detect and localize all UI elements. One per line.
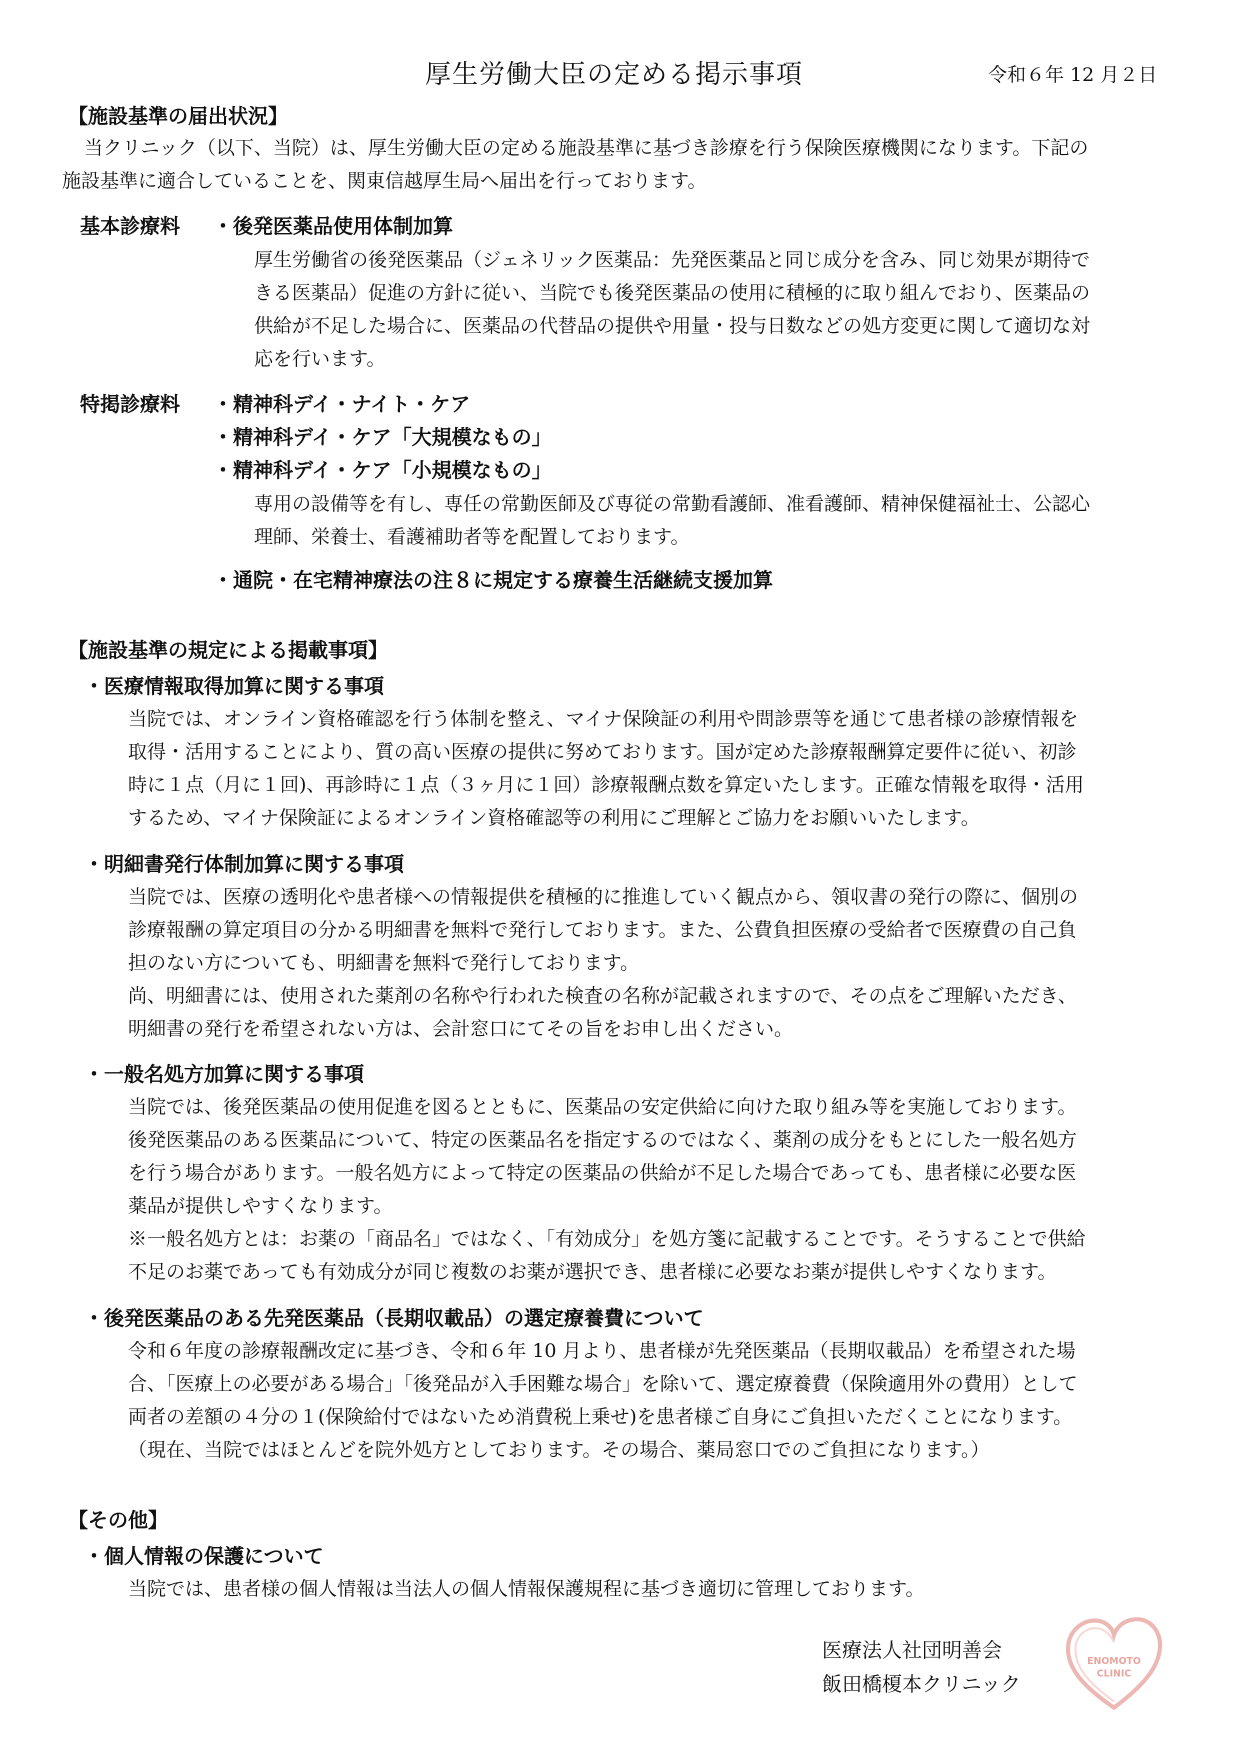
basic-desc-line: 応を行います。 [254,348,386,370]
special-fee-item: ・精神科デイ・ナイト・ケア [213,392,471,416]
signature-clinic: 飯田橋榎本クリニック [822,1672,1021,1696]
subsection-line: 当院では、患者様の個人情報は当法人の個人情報保護規程に基づき適切に管理しております。 [128,1578,925,1600]
basic-fee-item: ・後発医薬品使用体制加算 [213,214,453,238]
logo-text-line1: ENOMOTO [1087,1656,1141,1667]
basic-desc-line: 供給が不足した場合に、医薬品の代替品の提供や用量・投与日数などの処方変更に関して適切な対 [254,315,1091,337]
special-desc-line: 理師、栄養士、看護補助者等を配置しております。 [254,526,690,548]
subsection-line: 薬品が提供しやすくなります。 [128,1195,393,1217]
subsection-title: ・個人情報の保護について [84,1544,324,1568]
section-heading-other: 【その他】 [68,1508,168,1532]
date: 令和６年 12 月２日 [988,64,1158,86]
subsection-line: 当院では、オンライン資格確認を行う体制を整え、マイナ保険証の利用や問診票等を通じて患者様の診療情報を [128,708,1079,730]
subsection-line: 尚、明細書には、使用された薬剤の名称や行われた検査の名称が記載されますので、その点をご理解いただき、 [128,985,1077,1007]
subsection-line: 両者の差額の４分の１(保険給付ではないため消費税上乗せ)を患者様ご自身にご負担いただくことになります。 [128,1406,1073,1428]
subsection-line: 担のない方についても、明細書を無料で発行しております。 [128,952,640,974]
subsection-line: 明細書の発行を希望されない方は、会計窓口にてその旨をお申し出ください。 [128,1018,794,1040]
clinic-logo [1062,1612,1166,1716]
subsection-line: 不足のお薬であっても有効成分が同じ複数のお薬が選択でき、患者様に必要なお薬が提供しやすくなります。 [128,1261,1057,1283]
subsection-line: ※一般名処方とは：お薬の「商品名」ではなく、「有効成分」を処方箋に記載することです。そうすることで供給 [128,1228,1086,1250]
subsection-line: 取得・活用することにより、質の高い医療の提供に努めております。国が定めた診療報酬算定要件に従い、初診 [128,741,1077,763]
basic-fee-label: 基本診療料 [80,214,180,238]
page-title: 厚生労働大臣の定める掲示事項 [425,60,804,90]
logo-text-line2: CLINIC [1096,1668,1132,1680]
subsection-line: 当院では、後発医薬品の使用促進を図るとともに、医薬品の安定供給に向けた取り組み等を実施しております。 [128,1096,1077,1118]
special-fee-item: ・精神科デイ・ケア「大規模なもの」 [213,425,552,449]
signature-org: 医療法人社団明善会 [822,1638,1002,1662]
basic-desc-line: 厚生労働省の後発医薬品（ジェネリック医薬品：先発医薬品と同じ成分を含み、同じ効果が期待で [254,249,1091,271]
subsection-title: ・明細書発行体制加算に関する事項 [84,852,404,876]
special-fee-label: 特掲診療料 [80,392,180,416]
subsection-line: 時に１点（月に１回)、再診時に１点（３ヶ月に１回）診療報酬点数を算定いたします。正確な情報を取得・活用 [128,774,1084,796]
subsection-line: するため、マイナ保険証によるオンライン資格確認等の利用にご理解とご協力をお願いいたします。 [128,807,980,829]
subsection-line: 当院では、医療の透明化や患者様への情報提供を積極的に推進していく観点から、領収書の発行の際に、個別の [128,886,1079,908]
subsection-line: を行う場合があります。一般名処方によって特定の医薬品の供給が不足した場合であっても、患者様に必要な医 [128,1162,1077,1184]
special-fee-item: ・精神科デイ・ケア「小規模なもの」 [213,458,552,482]
section-heading-postings: 【施設基準の規定による掲載事項】 [68,638,388,662]
special-fee-item: ・通院・在宅精神療法の注８に規定する療養生活継続支援加算 [213,568,773,592]
subsection-title: ・医療情報取得加算に関する事項 [84,674,384,698]
subsection-title: ・一般名処方加算に関する事項 [84,1062,364,1086]
intro-line: 施設基準に適合していることを、関東信越厚生局へ届出を行っております。 [62,170,707,192]
subsection-line: 診療報酬の算定項目の分かる明細書を無料で発行しております。また、公費負担医療の受給者で医療費の自己負 [128,919,1077,941]
subsection-line: （現在、当院ではほとんどを院外処方としております。その場合、薬局窓口でのご負担になります。） [128,1439,990,1461]
special-desc-line: 専用の設備等を有し、専任の常勤医師及び専従の常勤看護師、准看護師、精神保健福祉士、公認心 [254,493,1091,515]
subsection-title: ・後発医薬品のある先発医薬品（長期収載品）の選定療養費について [84,1306,704,1330]
section-heading-facility: 【施設基準の届出状況】 [68,104,288,128]
subsection-line: 合、「医療上の必要がある場合」「後発品が入手困難な場合」を除いて、選定療養費（保険適用外の費用）として [128,1373,1078,1395]
basic-desc-line: きる医薬品）促進の方針に従い、当院でも後発医薬品の使用に積極的に取り組んでおり、医薬品の [254,282,1091,304]
intro-line: 当クリニック（以下、当院）は、厚生労働大臣の定める施設基準に基づき診療を行う保険医療機関になります。下記の [84,137,1089,159]
subsection-line: 後発医薬品のある医薬品について、特定の医薬品名を指定するのではなく、薬剤の成分をもとにした一般名処方 [128,1129,1077,1151]
subsection-line: 令和６年度の診療報酬改定に基づき、令和６年 10 月より、患者様が先発医薬品（長期収載品）を希望された場 [128,1340,1076,1362]
